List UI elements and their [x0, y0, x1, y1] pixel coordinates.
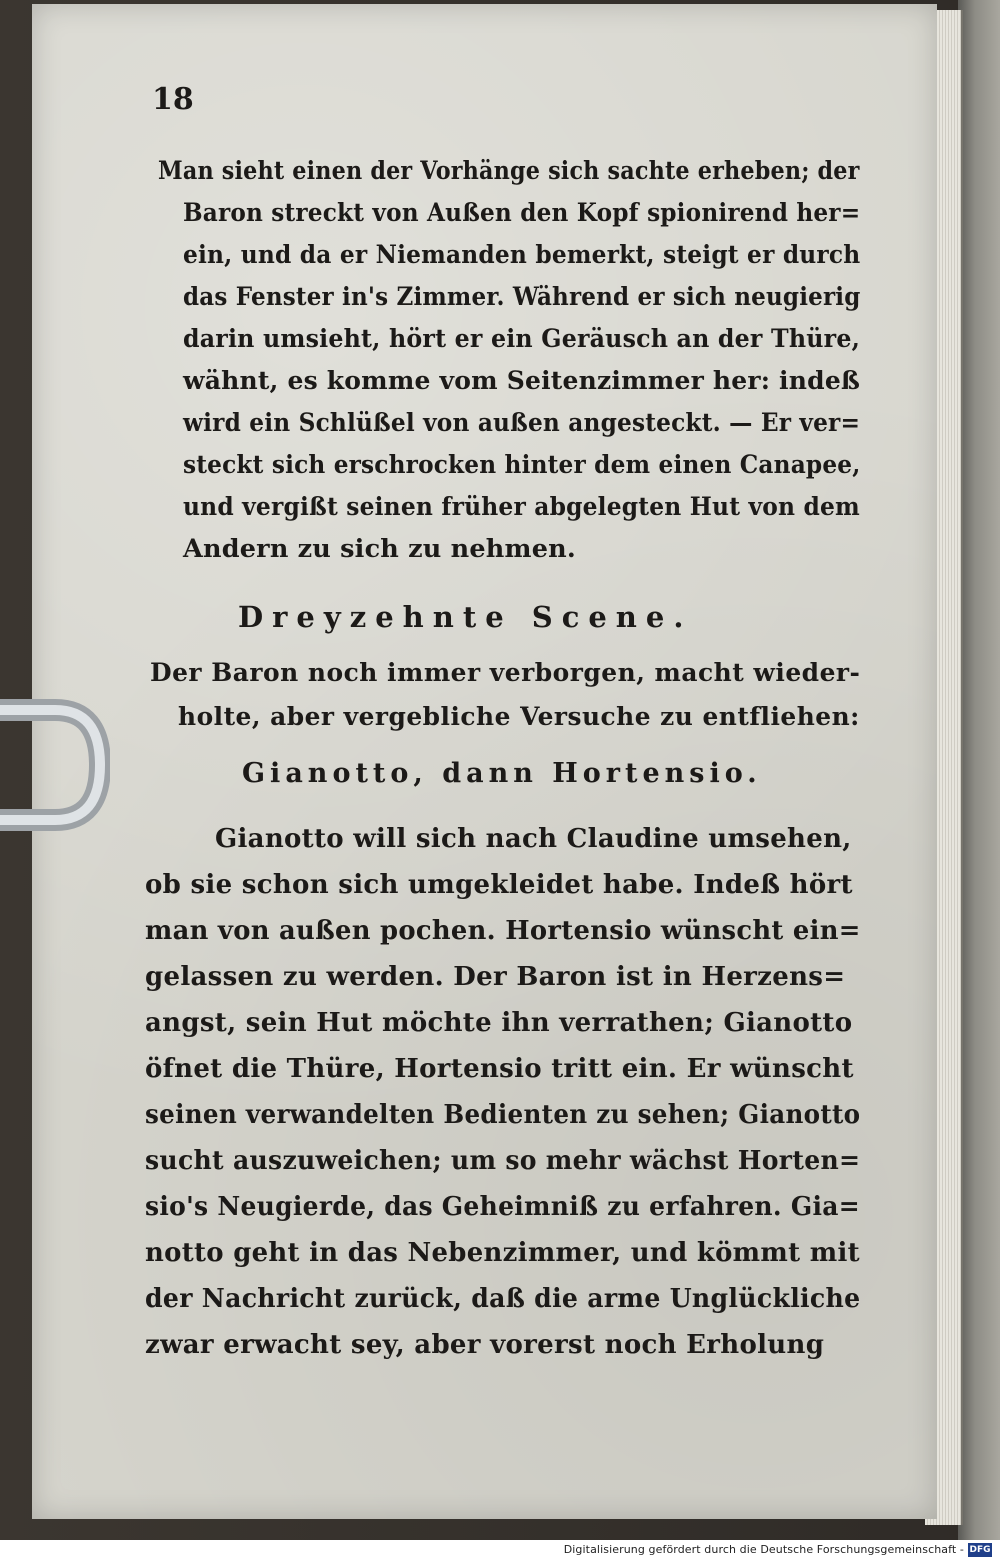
paragraph2-line: zwar erwacht sey, aber vorerst noch Erholung	[145, 1330, 825, 1360]
paragraph1-line: wird ein Schlüßel von außen angesteckt. — Er ver=	[183, 408, 861, 438]
paper-clip-icon	[0, 690, 110, 840]
paragraph2-line: angst, sein Hut möchte ihn verrathen; Gianotto	[145, 1008, 853, 1038]
paragraph2-line: ob sie schon sich umgekleidet habe. Indeß hört	[145, 870, 853, 900]
paragraph1-line: das Fenster in's Zimmer. Während er sich neugierig	[183, 282, 861, 312]
scene-direction-line: Der Baron noch immer verborgen, macht wieder-	[150, 658, 861, 687]
paragraph2-line: der Nachricht zurück, daß die arme Unglückliche	[145, 1284, 861, 1314]
paragraph2-line: notto geht in das Nebenzimmer, und kömmt mit	[145, 1238, 860, 1268]
scene-direction-line: holte, aber vergebliche Versuche zu entfliehen:	[178, 702, 860, 731]
paragraph1-line: ein, und da er Niemanden bemerkt, steigt er durch	[183, 240, 861, 270]
paragraph2-line: man von außen pochen. Hortensio wünscht ein=	[145, 916, 861, 946]
paragraph1-line: Man sieht einen der Vorhänge sich sachte erheben; der	[158, 156, 860, 186]
facing-page-edge	[958, 0, 1000, 1540]
paragraph2-line: sucht auszuweichen; um so mehr wächst Horten=	[145, 1146, 861, 1176]
footer-credit: Digitalisierung gefördert durch die Deutsche Forschungsgemeinschaft -	[563, 1543, 964, 1556]
paragraph2-line: gelassen zu werden. Der Baron ist in Herzens=	[145, 962, 846, 992]
page-number: 18	[152, 82, 194, 117]
scene-characters: Gianotto, dann Hortensio.	[242, 758, 762, 789]
dfg-logo: DFG	[969, 1545, 991, 1555]
paragraph2-line: sio's Neugierde, das Geheimniß zu erfahren. Gia=	[145, 1192, 860, 1222]
paragraph2-line: seinen verwandelten Bedienten zu sehen; Gianotto	[145, 1100, 861, 1130]
paragraph1-line: steckt sich erschrocken hinter dem einen Canapee,	[183, 450, 861, 480]
paragraph2-line: öfnet die Thüre, Hortensio tritt ein. Er wünscht	[145, 1054, 854, 1084]
paragraph1-line: und vergißt seinen früher abgelegten Hut von dem	[183, 492, 860, 522]
paragraph2-line: Gianotto will sich nach Claudine umsehen,	[215, 824, 852, 854]
scene-heading: Dreyzehnte Scene.	[238, 600, 693, 634]
paragraph1-line: Baron streckt von Außen den Kopf spionirend her=	[183, 198, 861, 228]
paragraph1-line: darin umsieht, hört er ein Geräusch an der Thüre,	[183, 324, 861, 354]
paragraph1-line: wähnt, es komme vom Seitenzimmer her: indeß	[183, 366, 861, 396]
paragraph1-line: Andern zu sich zu nehmen.	[183, 534, 576, 564]
